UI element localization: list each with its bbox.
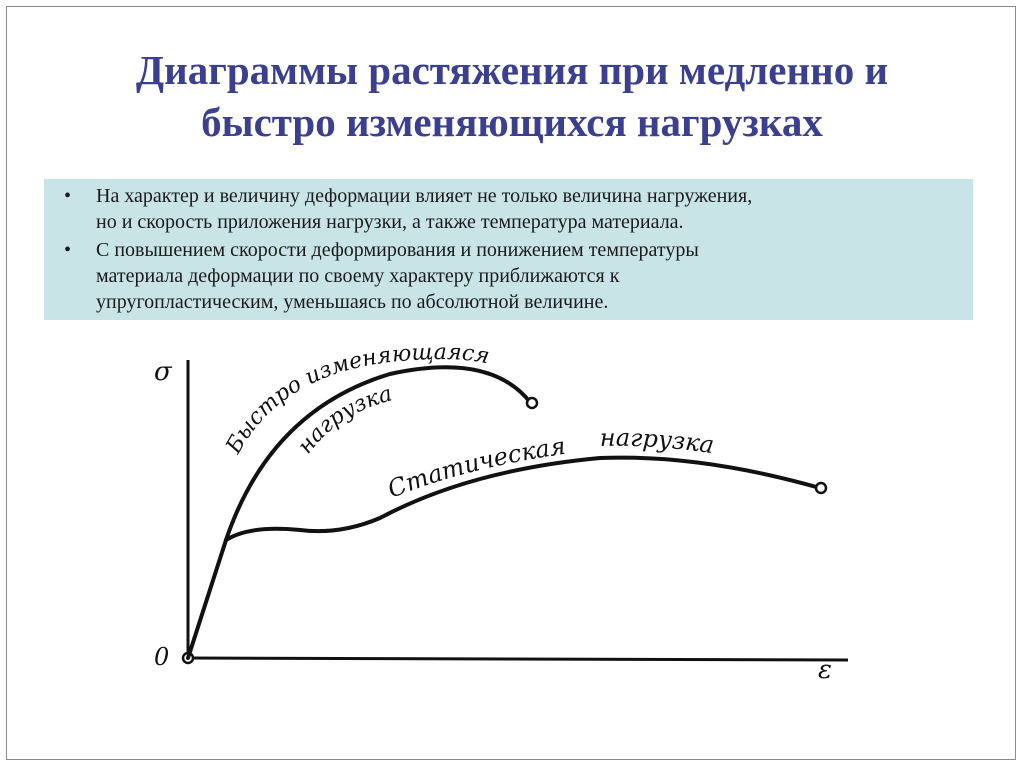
bullet-1-line-2: но и скорость приложения нагрузки, а также температура материала.: [96, 211, 684, 233]
fast-curve-label-line-2-path: нагрузка: [292, 381, 395, 459]
stress-strain-diagram: [140, 340, 870, 700]
bullet-marker: •: [64, 185, 72, 207]
static-curve-label-line-1-path: Статическая: [383, 431, 568, 504]
bullet-item-2: [64, 237, 959, 315]
bullet-1-line-1: На характер и величину деформации влияет не только величина нагружения,: [96, 185, 753, 207]
static-load-rupture-point: [816, 483, 826, 493]
slide-title-line-2: быстро изменяющихся нагрузках: [201, 99, 823, 145]
slide-title-line-1: Диаграммы растяжения при медленно и: [135, 47, 889, 93]
bullet-list-box: [44, 179, 973, 320]
x-axis-label: ε: [818, 655, 832, 685]
slide-title: [0, 44, 1024, 148]
static-curve-label-line-2: [599, 424, 715, 459]
static-load-curve: [226, 458, 820, 540]
fast-curve-label-line-1-path: Быстро изменяющаяся: [221, 340, 492, 458]
y-axis-label: σ: [154, 357, 172, 387]
fast-load-rupture-point: [527, 398, 537, 408]
bullet-2-line-2: материала деформации по своему характеру приближаются к: [96, 265, 620, 287]
bullet-2-line-1: С повышением скорости деформирования и понижением температуры: [96, 239, 699, 261]
x-axis: [188, 658, 848, 660]
bullet-2-line-3: упругопластическим, уменьшаясь по абсолютной величине.: [96, 291, 609, 313]
bullet-marker: •: [64, 239, 72, 261]
static-curve-label-line-2-path: нагрузка: [599, 423, 716, 460]
bullet-item-1: [64, 183, 959, 235]
origin-label: 0: [154, 643, 170, 671]
